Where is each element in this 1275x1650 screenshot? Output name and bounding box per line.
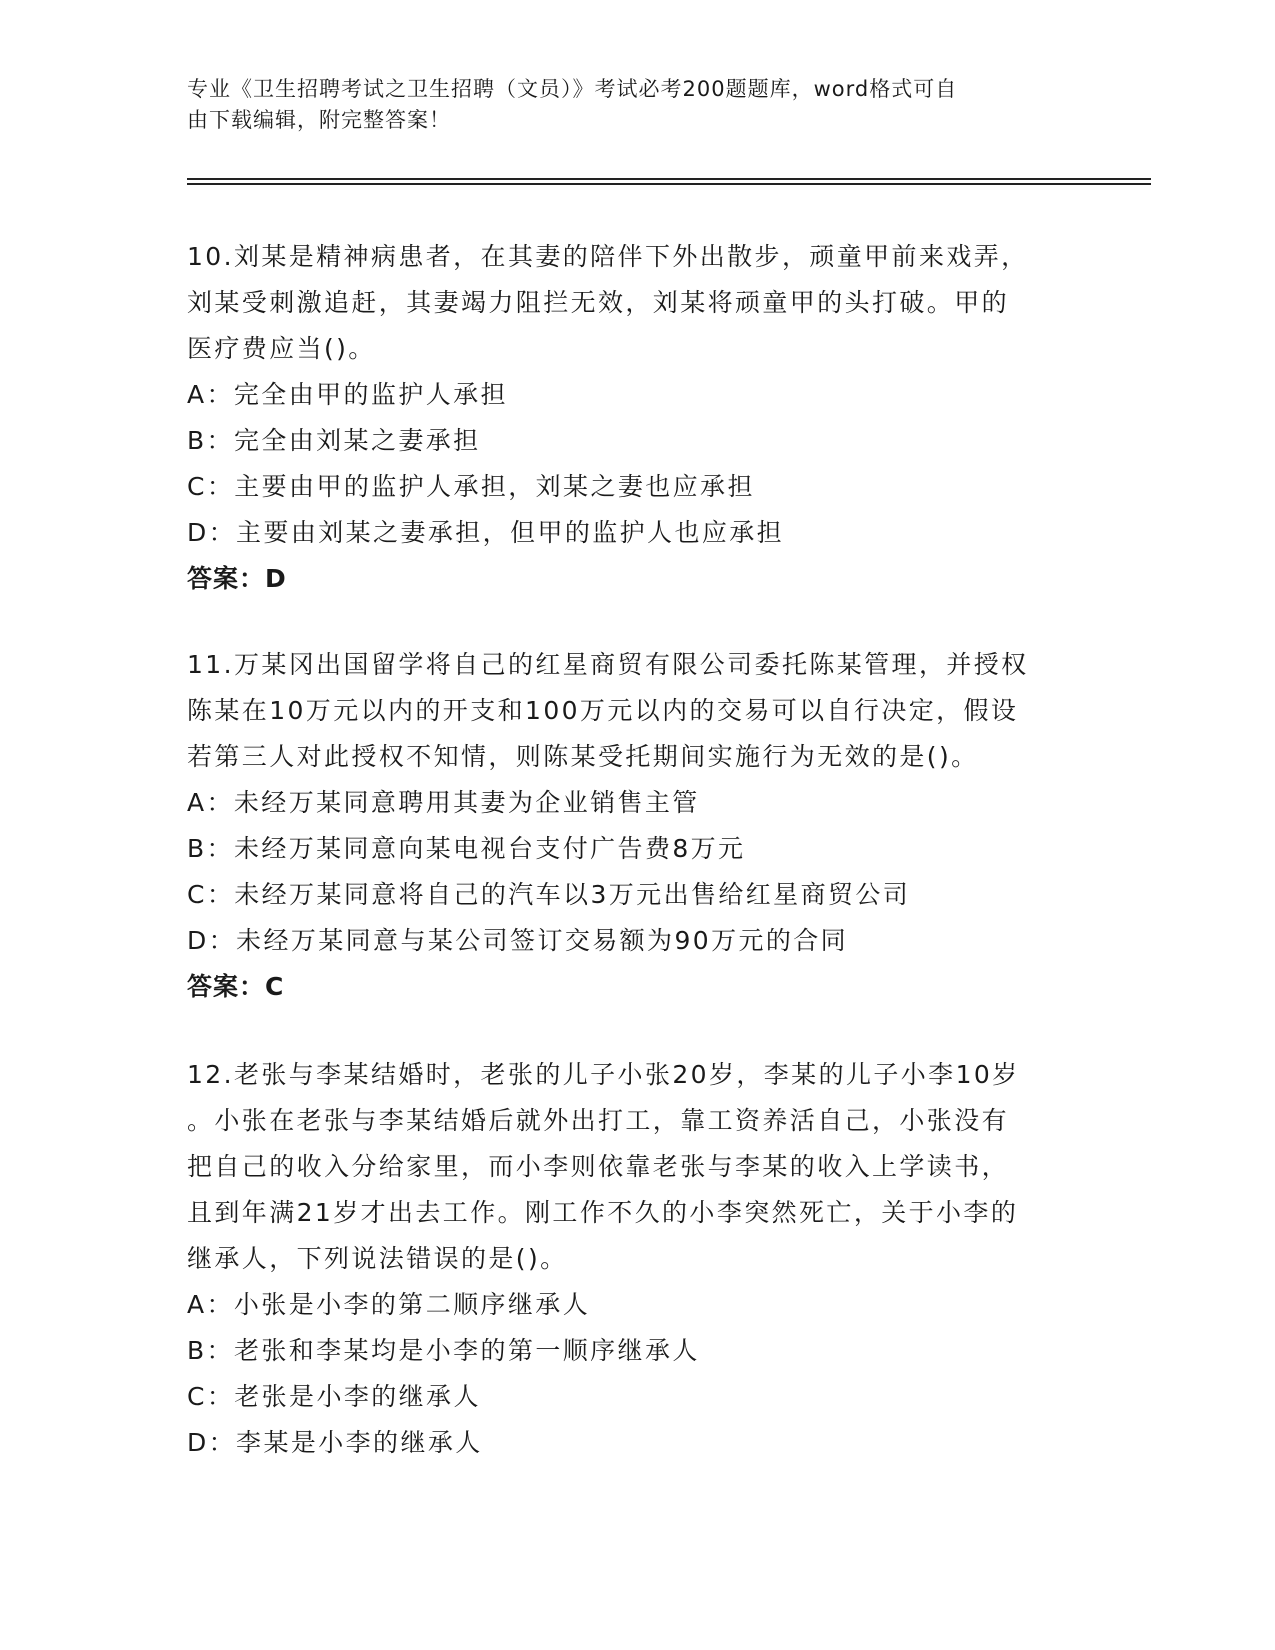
question-stem-line: 11.万某冈出国留学将自己的红星商贸有限公司委托陈某管理，并授权 bbox=[187, 650, 1029, 679]
header-divider-top bbox=[187, 178, 1151, 180]
option-a: A：小张是小李的第二顺序继承人 bbox=[187, 1290, 591, 1319]
question-stem-line: 若第三人对此授权不知情，则陈某受托期间实施行为无效的是()。 bbox=[187, 742, 979, 771]
answer-line: 答案：C bbox=[187, 972, 285, 1001]
question-stem-line: 刘某受刺激追赶，其妻竭力阻拦无效，刘某将顽童甲的头打破。甲的 bbox=[187, 288, 1010, 317]
option-a: A：完全由甲的监护人承担 bbox=[187, 380, 508, 409]
option-d: D：主要由刘某之妻承担，但甲的监护人也应承担 bbox=[187, 518, 785, 547]
question-stem-line: 陈某在10万元以内的开支和100万元以内的交易可以自行决定，假设 bbox=[187, 696, 1019, 725]
question-stem-line: 。小张在老张与李某结婚后就外出打工，靠工资养活自己，小张没有 bbox=[187, 1106, 1010, 1135]
header-divider-bottom bbox=[187, 183, 1151, 185]
question-stem-line: 10.刘某是精神病患者，在其妻的陪伴下外出散步，顽童甲前来戏弄， bbox=[187, 242, 1029, 271]
question-12 bbox=[187, 1052, 1077, 1466]
option-d: D：未经万某同意与某公司签订交易额为90万元的合同 bbox=[187, 926, 849, 955]
option-c: C：未经万某同意将自己的汽车以3万元出售给红星商贸公司 bbox=[187, 880, 911, 909]
option-b: B：老张和李某均是小李的第一顺序继承人 bbox=[187, 1336, 700, 1365]
option-d: D：李某是小李的继承人 bbox=[187, 1428, 483, 1457]
option-c: C：老张是小李的继承人 bbox=[187, 1382, 481, 1411]
header-line-1: 专业《卫生招聘考试之卫生招聘（文员）》考试必考200题题库，word格式可自 bbox=[187, 77, 958, 101]
question-stem-line: 医疗费应当()。 bbox=[187, 334, 376, 363]
question-stem-line: 把自己的收入分给家里，而小李则依靠老张与李某的收入上学读书， bbox=[187, 1152, 1010, 1181]
option-b: B：完全由刘某之妻承担 bbox=[187, 426, 481, 455]
question-stem-line: 继承人，下列说法错误的是()。 bbox=[187, 1244, 568, 1273]
option-b: B：未经万某同意向某电视台支付广告费8万元 bbox=[187, 834, 746, 863]
question-11 bbox=[187, 642, 1077, 1010]
answer-line: 答案：D bbox=[187, 564, 287, 593]
question-stem-line: 且到年满21岁才出去工作。刚工作不久的小李突然死亡，关于小李的 bbox=[187, 1198, 1019, 1227]
question-10 bbox=[187, 234, 1077, 602]
header-line-2: 由下载编辑，附完整答案！ bbox=[187, 108, 451, 132]
document-header bbox=[187, 74, 1067, 136]
option-a: A：未经万某同意聘用其妻为企业销售主管 bbox=[187, 788, 700, 817]
question-stem-line: 12.老张与李某结婚时，老张的儿子小张20岁，李某的儿子小李10岁 bbox=[187, 1060, 1020, 1089]
option-c: C：主要由甲的监护人承担，刘某之妻也应承担 bbox=[187, 472, 755, 501]
